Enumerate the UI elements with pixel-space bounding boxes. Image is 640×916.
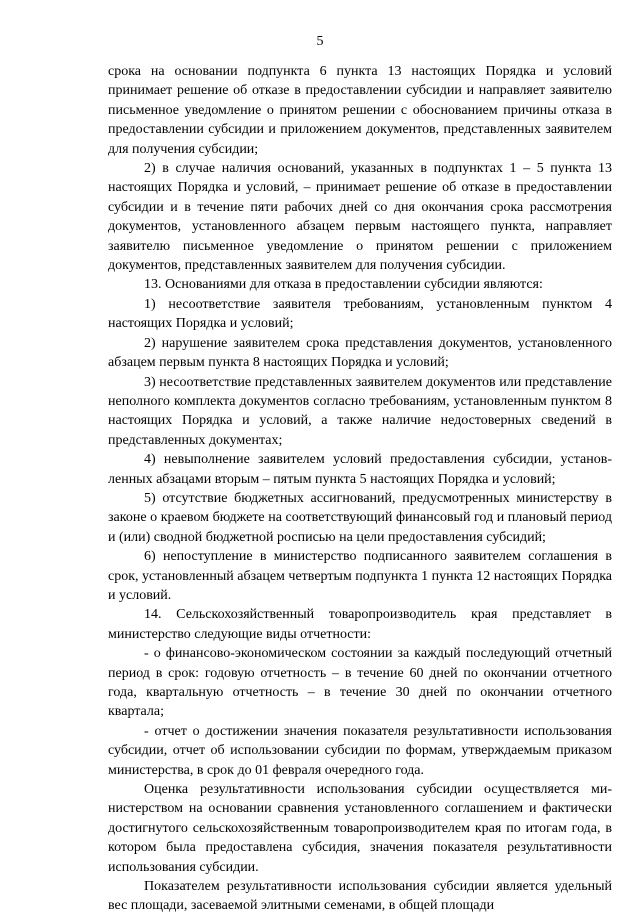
paragraph: 13. Основаниями для отказа в предоставлении субсидии являются:: [144, 277, 543, 293]
paragraph: Оценка результативности использования субсидии осуществляется министерством на основании сравнения установленного соглашением и фактически достигнутого сельскохозяйственным товаропроизводителем края по итогам года, в котором была предоставлена субсидия, значения показателя результативности использования субсидии.: [108, 782, 612, 875]
page-number: 5: [316, 34, 324, 49]
paragraph: Показателем результативности использования субсидии является удельный вес площади, засеваемой элитными семенами, в общей площади: [108, 879, 612, 914]
document-body: [108, 62, 612, 916]
paragraph: 14. Сельскохозяйственный товаропроизводитель края представляет в министерство следующие виды отчетности:: [108, 607, 612, 642]
paragraph: 5) отсутствие бюджетных ассигнований, предусмотренных министерству в законе о краевом бюджете на соответствующий финансовый год и плановый период и (или) сводной бюджетной росписью на цели предоставления субсидий;: [108, 490, 612, 545]
paragraph: 4) невыполнение заявителем условий предоставления субсидии, установленных абзацами вторым – пятым пункта 5 настоящих Порядка и условий;: [108, 452, 612, 487]
paragraph: 6) непоступление в министерство подписанного заявителем соглашения в срок, установленный абзацем четвертым подпункта 1 пункта 12 настоящих Порядка и условий.: [108, 549, 612, 603]
paragraph: 1) несоответствие заявителя требованиям, установленным пунктом 4 настоящих Порядка и условий;: [108, 296, 612, 332]
paragraph: 3) несоответствие представленных заявителем документов или представление неполного комплекта документов согласно требованиям, установленным пунктом 8 настоящих Порядка и условий, а также наличие недостоверных сведений в представленных документах;: [108, 374, 612, 448]
paragraph: - о финансово-экономическом состоянии за каждый последующий отчетный период в срок: годовую отчетность – в течение 60 дней по окончании отчетного года, квартальную отчетность – в течение 30 дней по окончании отчетного квартала;: [108, 646, 612, 720]
paragraph: - отчет о достижении значения показателя результативности использования субсидии, отчет об использовании субсидии по формам, утверждаемым приказом министерства, в срок до 01 февраля очередного года.: [108, 723, 612, 778]
paragraph: 2) нарушение заявителем срока представления документов, установленного абзацем первым пункта 8 настоящих Порядка и условий;: [108, 335, 612, 371]
paragraph: срока на основании подпункта 6 пункта 13 настоящих Порядка и условий принимает решение об отказе в предоставлении субсидии и направляет заявителю письменное уведомление о принятом решении с обоснованием причины отказа в предоставлении субсидии и приложением документов, представленных заявителем для получения субсидии;: [108, 64, 612, 157]
paragraph: 2) в случае наличия оснований, указанных в подпунктах 1 – 5 пункта 13 настоящих Порядка и условий, – принимает решение об отказе в предоставлении субсидии и в течение пяти рабочих дней со дня окончания срока рассмотрения документов, установленного абзацем первым настоящего пункта, направляет заявителю письменное уведомление о принятом решении с приложением документов, представленных заявителем для получения субсидии.: [108, 161, 612, 274]
